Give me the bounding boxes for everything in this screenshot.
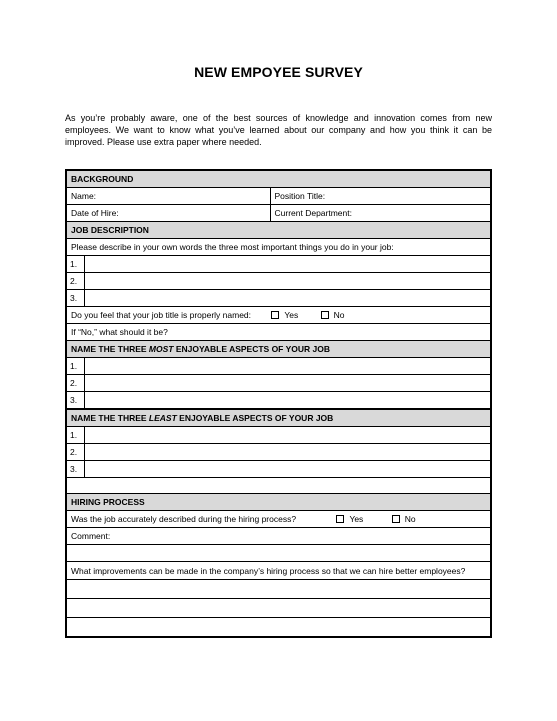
if-no-label: If “No,” what should it be? [71,327,168,337]
checkbox-icon[interactable] [392,515,400,523]
section-heading: HIRING PROCESS [66,494,491,511]
checkbox-icon[interactable] [336,515,344,523]
hire-date-field[interactable] [66,205,270,222]
spacer-row [66,478,491,494]
comment-line-field[interactable] [66,545,491,562]
section-background [66,170,491,188]
position-title-label: Position Title: [274,191,326,201]
job-title-yes-option[interactable] [271,307,298,323]
item-number: 2. [66,444,84,461]
improvements-question: What improvements can be made in the company’s hiring process so that we can hire better employees? [66,562,491,580]
blank-row [66,478,491,494]
hire-date-label: Date of Hire: [71,208,119,218]
job-title-alternative-row [66,324,491,341]
item-number: 1. [66,256,84,273]
job-prompt: Please describe in your own words the three most important things you do in your job: [66,239,491,256]
item-number: 1. [66,358,84,375]
job-item-2-field[interactable] [84,273,491,290]
section-heading: JOB DESCRIPTION [66,222,491,239]
yes-label: Yes [284,310,299,320]
most-item-row [66,375,491,392]
item-number: 3. [66,290,84,307]
item-number: 2. [66,273,84,290]
department-field[interactable] [270,205,491,222]
job-item-row [66,256,491,273]
least-item-row [66,444,491,461]
item-number: 3. [66,461,84,478]
most-item-row [66,392,491,410]
least-item-3-field[interactable] [84,461,491,478]
emphasis-least: LEAST [148,413,177,423]
improvements-line-row [66,599,491,618]
section-heading: NAME THE THREE MOST ENJOYABLE ASPECTS OF YOUR JOB [66,341,491,358]
section-least-enjoyable [66,409,491,427]
comment-row [66,528,491,545]
checkbox-icon[interactable] [271,311,279,319]
improvements-line-1-field[interactable] [66,580,491,599]
job-title-question-row [66,307,491,324]
job-item-row [66,290,491,307]
section-heading: NAME THE THREE LEAST ENJOYABLE ASPECTS OF YOUR JOB [66,409,491,427]
no-label: No [333,310,345,320]
item-number: 1. [66,427,84,444]
job-prompt-row [66,239,491,256]
hiring-question: Was the job accurately described during the hiring process? [71,514,297,524]
department-label: Current Department: [274,208,352,218]
most-item-3-field[interactable] [84,392,491,410]
no-label: No [404,514,416,524]
name-label: Name: [71,191,97,201]
comment-field[interactable] [66,528,491,545]
most-item-2-field[interactable] [84,375,491,392]
most-item-row [66,358,491,375]
name-field[interactable] [66,188,270,205]
checkbox-icon[interactable] [321,311,329,319]
comment-continuation-row [66,545,491,562]
intro-paragraph: As you’re probably aware, one of the best sources of knowledge and innovation comes from new employees. We want to know what you’ve learned about our company and how you think it can be improved. Please use extra paper where needed. [65,113,492,147]
improvements-line-row [66,580,491,599]
comment-label: Comment: [71,531,111,541]
name-row [66,188,491,205]
position-title-field[interactable] [270,188,491,205]
page-title: NEW EMPOYEE SURVEY [194,64,363,80]
job-title-question: Do you feel that your job title is properly named: [71,310,252,320]
section-job-description [66,222,491,239]
job-title-no-option[interactable] [321,307,345,323]
most-item-1-field[interactable] [84,358,491,375]
improvements-line-row [66,618,491,638]
improvements-line-3-field[interactable] [66,618,491,638]
job-item-row [66,273,491,290]
least-item-row [66,427,491,444]
section-most-enjoyable [66,341,491,358]
hiring-question-row [66,511,491,528]
survey-form [65,169,492,638]
section-hiring-process [66,494,491,511]
hiring-yes-option[interactable] [336,511,363,527]
least-item-row [66,461,491,478]
yes-label: Yes [349,514,364,524]
least-item-2-field[interactable] [84,444,491,461]
section-heading: BACKGROUND [66,170,491,188]
item-number: 2. [66,375,84,392]
job-title-alternative-field[interactable] [66,324,491,341]
job-item-3-field[interactable] [84,290,491,307]
emphasis-most: MOST [148,344,174,354]
improvements-line-2-field[interactable] [66,599,491,618]
hiring-no-option[interactable] [392,511,416,527]
hire-date-row [66,205,491,222]
least-item-1-field[interactable] [84,427,491,444]
job-item-1-field[interactable] [84,256,491,273]
item-number: 3. [66,392,84,410]
improvements-row [66,562,491,580]
